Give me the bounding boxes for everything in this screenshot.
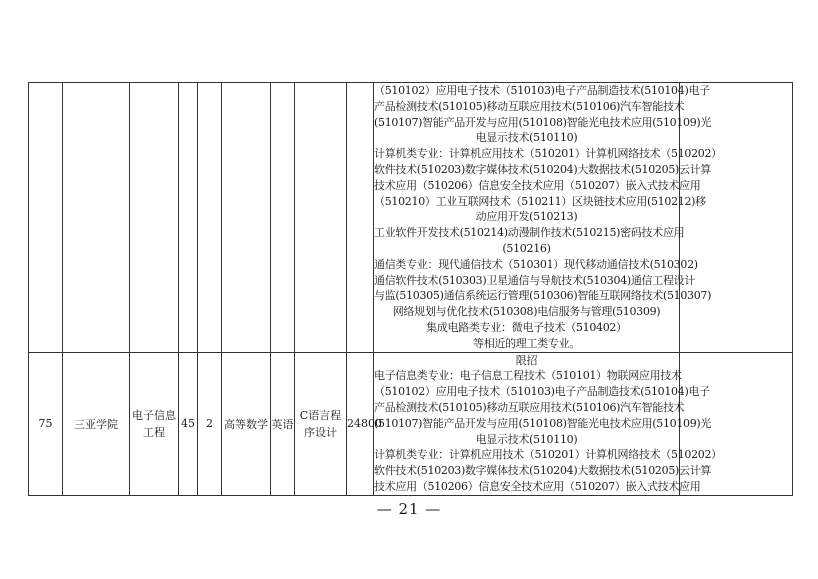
major-name-cell bbox=[130, 352, 179, 495]
eligible-major-line: (510216) bbox=[502, 241, 551, 255]
enrollment-table bbox=[28, 82, 793, 496]
eligible-major-line: 技术应用（510206）信息安全技术应用（510207）嵌入式技术应用 bbox=[374, 178, 701, 192]
eligible-majors-cell bbox=[374, 83, 722, 353]
eligible-major-line: 动应用开发(510213) bbox=[475, 210, 578, 224]
row-number-cell bbox=[29, 83, 63, 353]
tuition-cell bbox=[347, 83, 374, 353]
eligible-major-line: 计算机类专业：计算机应用技术（510201）计算机网络技术（510202） bbox=[374, 448, 722, 462]
page-number: — 21 — bbox=[376, 500, 442, 518]
eligible-major-line: 计算机类专业：计算机应用技术（510201）计算机网络技术（510202） bbox=[374, 147, 722, 161]
exam-subject-3-cell bbox=[295, 83, 347, 353]
study-years-cell: 2 bbox=[198, 352, 222, 495]
exam-subject-2-cell bbox=[271, 83, 295, 353]
major-name-cell-line: 工程 bbox=[143, 425, 165, 439]
table-row bbox=[29, 83, 793, 353]
eligible-major-line: 技术应用（510206）信息安全技术应用（510207）嵌入式技术应用 bbox=[374, 479, 701, 493]
tuition-cell: 24800 bbox=[347, 352, 374, 495]
eligible-major-line: 工业软件开发技术(510214)动漫制作技术(510215)密码技术应用 bbox=[374, 226, 685, 240]
table-row bbox=[29, 352, 793, 495]
eligible-major-line: 集成电路类专业：微电子技术（510402） bbox=[426, 320, 627, 334]
eligible-major-line: 软件技术(510203)数字媒体技术(510204)大数据技术(510205)云计算 bbox=[374, 162, 712, 176]
school-name-cell bbox=[63, 83, 130, 353]
study-years-cell bbox=[198, 83, 222, 353]
major-name-cell-line: 电子信息 bbox=[132, 408, 176, 422]
eligible-major-line: （510102）应用电子技术（510103)电子产品制造技术(510104)电子 bbox=[374, 385, 710, 399]
school-name-cell: 三亚学院 bbox=[63, 352, 130, 495]
eligible-major-line: 通信类专业：现代通信技术（510301）现代移动通信技术(510302) bbox=[374, 257, 698, 271]
plan-count-cell: 45 bbox=[179, 352, 198, 495]
eligible-major-line: （510102）应用电子技术（510103)电子产品制造技术(510104)电子 bbox=[374, 84, 710, 97]
major-name-cell bbox=[130, 83, 179, 353]
eligible-major-line: 等相近的理工类专业。 bbox=[473, 336, 580, 350]
exam-subject-3-cell-line: C语言程 bbox=[299, 408, 342, 422]
eligible-major-line: 产品检测技术(510105)移动互联应用技术(510106)汽车智能技术 bbox=[374, 400, 685, 414]
eligible-major-line: 电显示技术(510110) bbox=[475, 432, 578, 446]
exam-subject-3-cell-line: 序设计 bbox=[304, 425, 337, 439]
eligible-major-line: 通信软件技术(510303)卫星通信与导航技术(510304)通信工程设计 bbox=[374, 273, 696, 287]
eligible-major-line: (510107)智能产品开发与应用(510108)智能光电技术应用(510109)光 bbox=[374, 115, 712, 129]
exam-subject-1-cell bbox=[222, 83, 271, 353]
eligible-major-line: 产品检测技术(510105)移动互联应用技术(510106)汽车智能技术 bbox=[374, 99, 685, 113]
exam-subject-2-cell: 英语 bbox=[271, 352, 295, 495]
eligible-major-line: 电显示技术(510110) bbox=[475, 131, 578, 145]
row-number-cell: 75 bbox=[29, 352, 63, 495]
eligible-major-line: 网络规划与优化技术(510308)电信服务与管理(510309) bbox=[392, 305, 661, 319]
eligible-major-line: 限招 bbox=[515, 353, 538, 367]
eligible-major-line: 电子信息类专业：电子信息工程技术（510101）物联网应用技术 bbox=[374, 369, 682, 383]
eligible-major-line: （510210）工业互联网技术（510211）区块链技术应用(510212)移 bbox=[374, 194, 706, 208]
eligible-major-line: 软件技术(510203)数字媒体技术(510204)大数据技术(510205)云计算 bbox=[374, 464, 712, 478]
plan-count-cell bbox=[179, 83, 198, 353]
exam-subject-1-cell: 高等数学 bbox=[222, 352, 271, 495]
eligible-majors-cell bbox=[374, 352, 722, 495]
exam-subject-3-cell bbox=[295, 352, 347, 495]
eligible-major-line: (510107)智能产品开发与应用(510108)智能光电技术应用(510109)光 bbox=[374, 416, 712, 430]
eligible-major-line: 与监(510305)通信系统运行管理(510306)智能互联网络技术(510307) bbox=[374, 289, 712, 303]
enrollment-table-page bbox=[28, 82, 793, 496]
